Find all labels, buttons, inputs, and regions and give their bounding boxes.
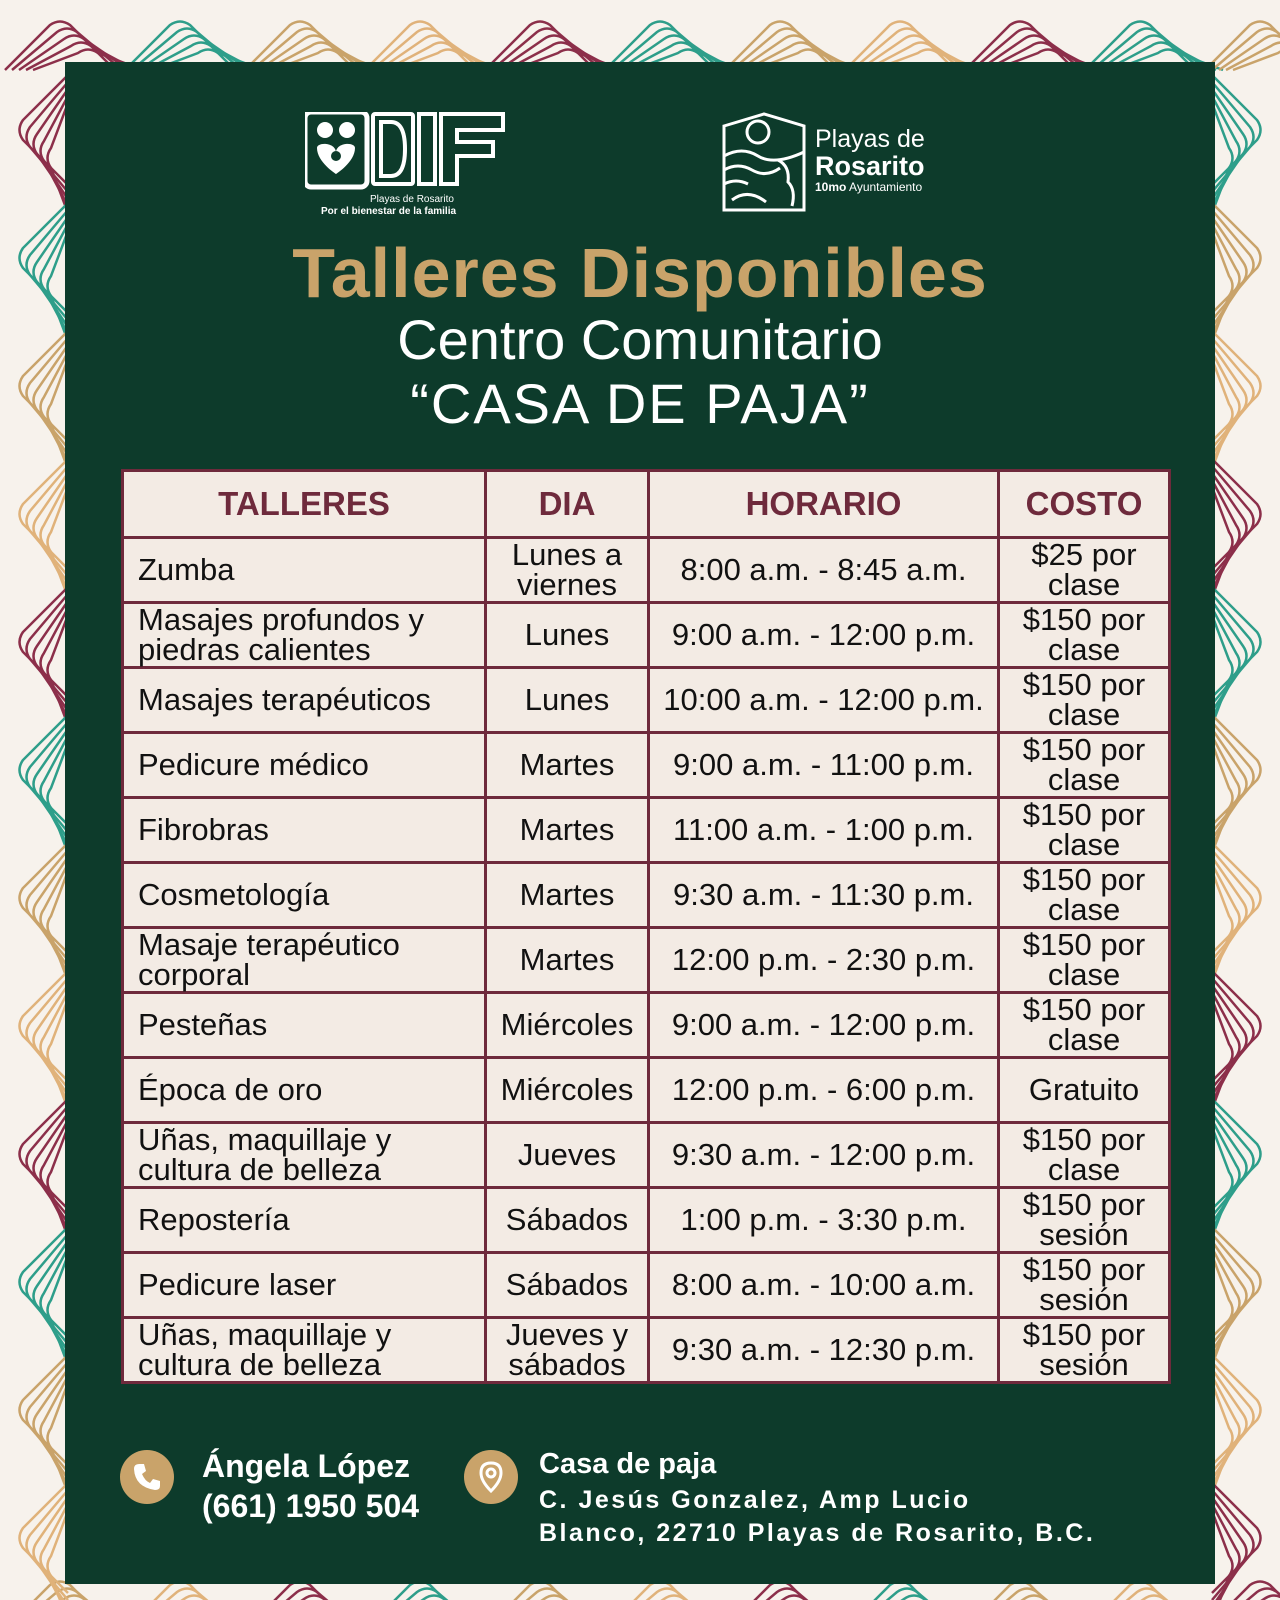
pattern-chevron [605, 1582, 743, 1600]
header-horario: HORARIO [649, 471, 999, 538]
workshop-cost-cell: $150 por clase [999, 863, 1170, 928]
workshop-cost-cell: $150 por sesión [999, 1253, 1170, 1318]
ayuntamiento-line-1: Playas de [815, 125, 925, 153]
workshop-cost-cell: Gratuito [999, 1058, 1170, 1123]
table-row [123, 668, 1170, 733]
phone-icon [120, 1450, 174, 1504]
table-row [123, 1123, 1170, 1188]
pattern-chevron [20, 331, 69, 469]
workshop-time-cell: 9:30 a.m. - 12:00 p.m. [649, 1123, 999, 1188]
workshop-day-cell: Lunes a viernes [486, 538, 649, 603]
workshop-time-cell: 9:00 a.m. - 11:00 p.m. [649, 733, 999, 798]
table-row [123, 1058, 1170, 1123]
pattern-chevron [20, 1355, 69, 1493]
table-row [123, 1188, 1170, 1253]
pattern-chevron [20, 1227, 69, 1365]
workshop-schedule-table [121, 469, 1171, 1384]
workshop-cost-cell: $150 por clase [999, 668, 1170, 733]
workshop-name-cell: Fibrobras [123, 798, 486, 863]
workshop-cost-cell: $150 por clase [999, 993, 1170, 1058]
ayuntamiento-logo [718, 110, 958, 215]
workshop-day-cell: Martes [486, 798, 649, 863]
ayuntamiento-line-3 [815, 180, 925, 194]
place-name: Casa de paja [539, 1448, 717, 1480]
workshop-day-cell: Jueves [486, 1123, 649, 1188]
pattern-chevron [20, 75, 69, 213]
workshop-cost-cell: $150 por clase [999, 603, 1170, 668]
pattern-chevron [20, 459, 69, 597]
table-row [123, 603, 1170, 668]
pattern-chevron [1205, 1582, 1280, 1600]
workshop-name-cell: Masajes profundos y piedras calientes [123, 603, 486, 668]
table-row [123, 1318, 1170, 1383]
pattern-chevron [20, 971, 69, 1109]
pattern-chevron [1212, 75, 1261, 213]
contact-phone: (661) 1950 504 [202, 1488, 420, 1524]
workshop-name-cell: Masajes terapéuticos [123, 668, 486, 733]
pattern-chevron [965, 1582, 1103, 1600]
workshop-name-cell: Pedicure médico [123, 733, 486, 798]
ayuntamiento-number: 10mo [815, 180, 847, 194]
workshop-cost-cell: $150 por sesión [999, 1188, 1170, 1253]
pattern-chevron [20, 715, 69, 853]
pattern-chevron [20, 1099, 69, 1237]
workshop-name-cell: Época de oro [123, 1058, 486, 1123]
table-row [123, 863, 1170, 928]
workshop-day-cell: Martes [486, 863, 649, 928]
workshop-cost-cell: $150 por sesión [999, 1318, 1170, 1383]
workshop-day-cell: Miércoles [486, 1058, 649, 1123]
pattern-chevron [20, 587, 69, 725]
workshop-time-cell: 9:30 a.m. - 12:30 p.m. [649, 1318, 999, 1383]
table-row [123, 798, 1170, 863]
ayuntamiento-word: Ayuntamiento [846, 180, 923, 194]
pattern-chevron [125, 1582, 263, 1600]
pattern-chevron [1212, 1355, 1261, 1493]
location-pin-icon [464, 1450, 518, 1504]
pattern-chevron [845, 1582, 983, 1600]
poster-panel [65, 62, 1215, 1584]
workshop-cost-cell: $25 por clase [999, 538, 1170, 603]
workshop-time-cell: 1:00 p.m. - 3:30 p.m. [649, 1188, 999, 1253]
pattern-chevron [365, 1582, 503, 1600]
pattern-chevron [1212, 971, 1261, 1109]
table-header-row [123, 471, 1170, 538]
pattern-chevron [725, 1582, 863, 1600]
pattern-chevron [20, 203, 69, 341]
workshop-cost-cell: $150 por clase [999, 1123, 1170, 1188]
workshop-name-cell: Zumba [123, 538, 486, 603]
pattern-chevron [1212, 203, 1261, 341]
pattern-chevron [1212, 1227, 1261, 1365]
venue-name: “CASA DE PAJA” [410, 372, 870, 435]
table-row [123, 733, 1170, 798]
table-body [123, 538, 1170, 1383]
header-costo: COSTO [999, 471, 1170, 538]
pattern-chevron [1212, 459, 1261, 597]
pattern-chevron [5, 1582, 143, 1600]
workshop-name-cell: Repostería [123, 1188, 486, 1253]
workshop-name-cell: Uñas, maquillaje y cultura de belleza [123, 1123, 486, 1188]
pattern-chevron [1205, 22, 1280, 71]
workshop-time-cell: 8:00 a.m. - 8:45 a.m. [649, 538, 999, 603]
workshop-name-cell: Pesteñas [123, 993, 486, 1058]
workshop-day-cell: Martes [486, 928, 649, 993]
pattern-chevron [245, 1582, 383, 1600]
workshop-name-cell: Masaje terapéutico corporal [123, 928, 486, 993]
header-talleres: TALLERES [123, 471, 486, 538]
workshop-time-cell: 10:00 a.m. - 12:00 p.m. [649, 668, 999, 733]
header-dia: DIA [486, 471, 649, 538]
address-line-1: C. Jesús Gonzalez, Amp Lucio [539, 1486, 971, 1514]
workshop-cost-cell: $150 por clase [999, 928, 1170, 993]
pattern-chevron [1212, 331, 1261, 469]
page-title: Talleres Disponibles [292, 234, 988, 312]
pattern-chevron [485, 1582, 623, 1600]
table-row [123, 993, 1170, 1058]
pattern-chevron [1212, 843, 1261, 981]
address-line-2: Blanco, 22710 Playas de Rosarito, B.C. [539, 1519, 1096, 1547]
pattern-chevron [1212, 1099, 1261, 1237]
workshop-day-cell: Jueves y sábados [486, 1318, 649, 1383]
page-subtitle: Centro Comunitario [397, 308, 883, 371]
workshop-day-cell: Sábados [486, 1253, 649, 1318]
workshop-cost-cell: $150 por clase [999, 733, 1170, 798]
table-row [123, 1253, 1170, 1318]
workshop-cost-cell: $150 por clase [999, 798, 1170, 863]
table-row [123, 538, 1170, 603]
workshop-time-cell: 11:00 a.m. - 1:00 p.m. [649, 798, 999, 863]
workshop-time-cell: 12:00 p.m. - 2:30 p.m. [649, 928, 999, 993]
workshop-name-cell: Cosmetología [123, 863, 486, 928]
workshop-time-cell: 12:00 p.m. - 6:00 p.m. [649, 1058, 999, 1123]
pattern-chevron [1212, 715, 1261, 853]
dif-tagline-1: Playas de Rosarito [370, 194, 454, 205]
family-heart-icon [305, 112, 505, 192]
workshop-time-cell: 9:00 a.m. - 12:00 p.m. [649, 603, 999, 668]
table-row [123, 928, 1170, 993]
workshop-day-cell: Lunes [486, 668, 649, 733]
dif-tagline-2: Por el bienestar de la familia [321, 206, 457, 217]
ayuntamiento-line-2: Rosarito [815, 151, 925, 181]
workshop-day-cell: Lunes [486, 603, 649, 668]
pattern-chevron [20, 843, 69, 981]
workshop-time-cell: 9:00 a.m. - 12:00 p.m. [649, 993, 999, 1058]
workshop-day-cell: Martes [486, 733, 649, 798]
workshop-day-cell: Miércoles [486, 993, 649, 1058]
workshop-name-cell: Uñas, maquillaje y cultura de belleza [123, 1318, 486, 1383]
workshop-time-cell: 9:30 a.m. - 11:30 p.m. [649, 863, 999, 928]
contact-name: Ángela López [202, 1448, 411, 1484]
workshop-day-cell: Sábados [486, 1188, 649, 1253]
pattern-chevron [1085, 1582, 1223, 1600]
pattern-chevron [1212, 587, 1261, 725]
dif-logo [305, 112, 505, 217]
coastline-emblem-icon [718, 110, 810, 215]
workshop-name-cell: Pedicure laser [123, 1253, 486, 1318]
workshop-time-cell: 8:00 a.m. - 10:00 a.m. [649, 1253, 999, 1318]
